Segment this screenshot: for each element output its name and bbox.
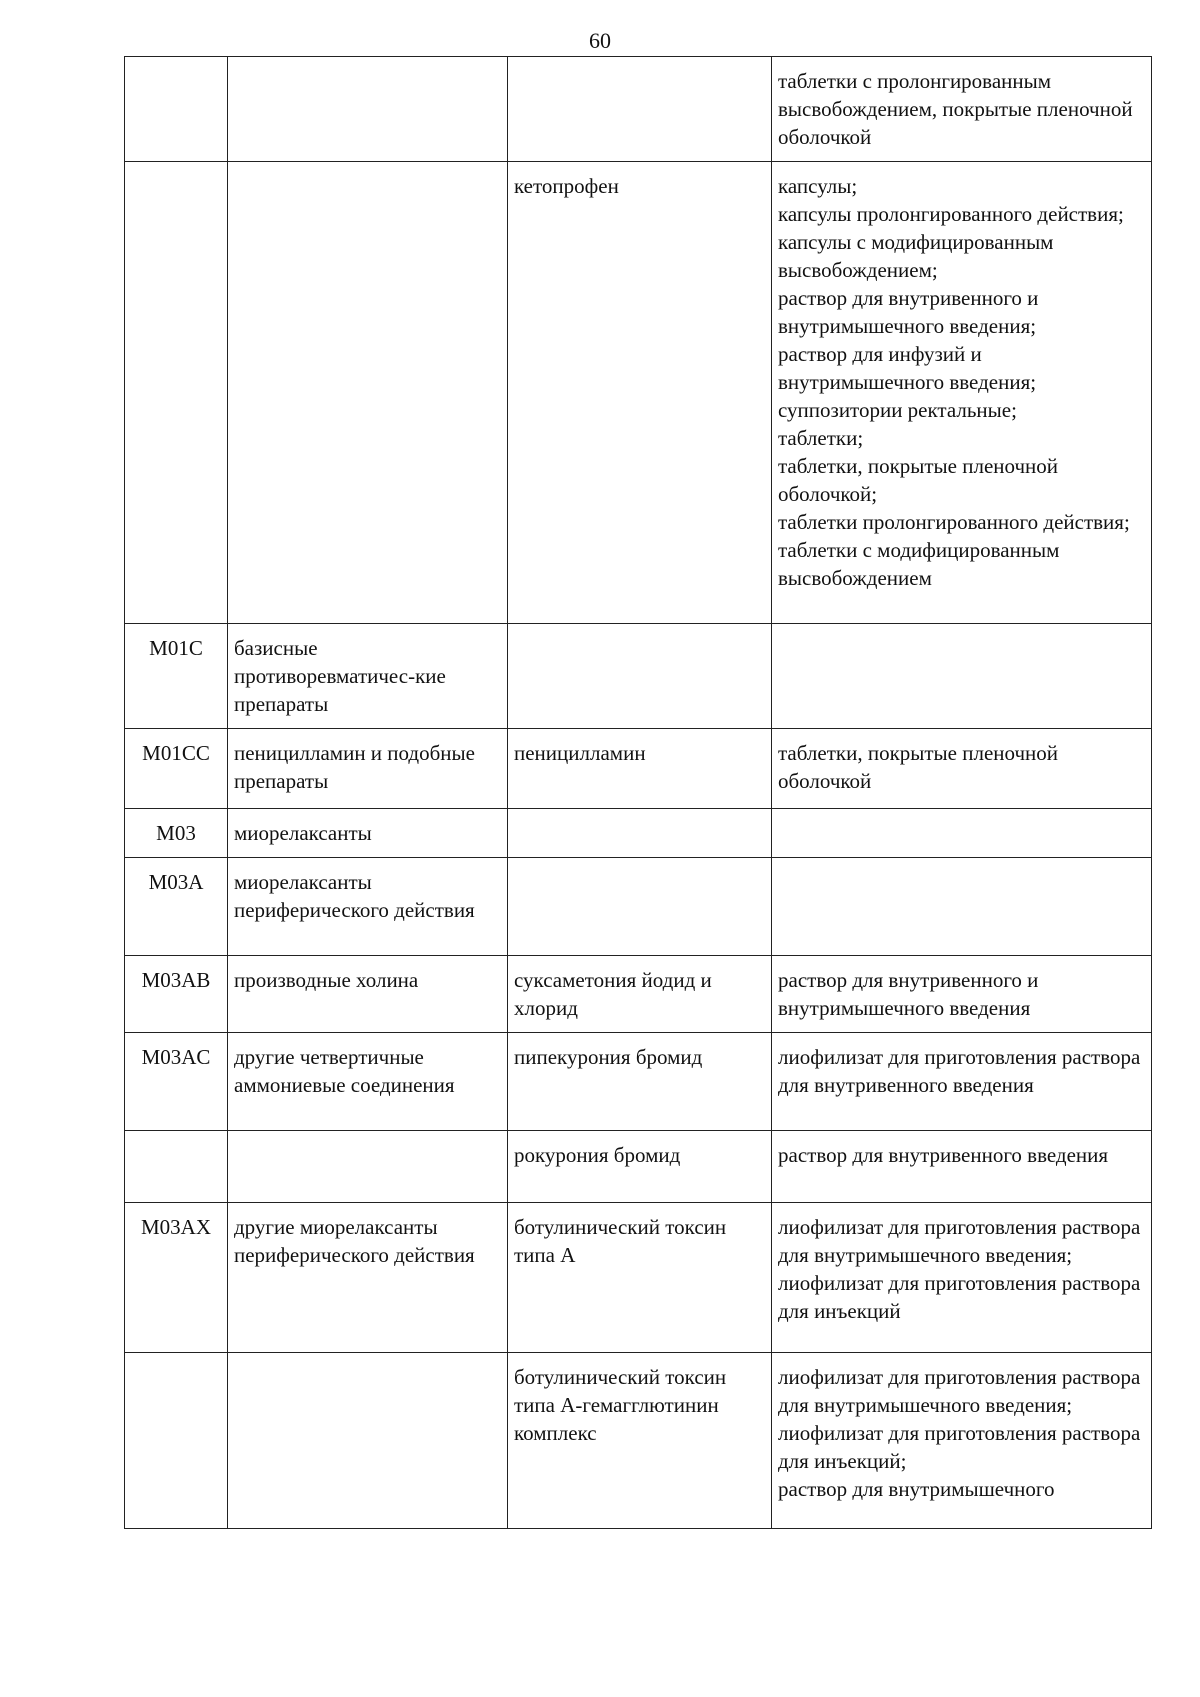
anatomical-group-cell (228, 1131, 508, 1203)
drug-name-cell: ботулинический токсин типа А (508, 1203, 772, 1353)
table-row (125, 1203, 1152, 1353)
atc-code-cell: M01CC (125, 729, 228, 809)
dosage-form-line: раствор для внутривенного и внутримышечного введения (778, 968, 1039, 1020)
drug-name-cell: пеницилламин (508, 729, 772, 809)
table-row (125, 809, 1152, 858)
anatomical-group-cell (228, 1353, 508, 1529)
dosage-form-cell (772, 57, 1152, 162)
drug-name-cell: суксаметония йодид и хлорид (508, 956, 772, 1033)
anatomical-group-cell: миорелаксанты периферического действия (228, 858, 508, 956)
dosage-form-cell (772, 956, 1152, 1033)
atc-code-cell (125, 57, 228, 162)
atc-code-cell: M01C (125, 624, 228, 729)
atc-code-cell (125, 1131, 228, 1203)
page-number: 60 (589, 28, 611, 53)
drug-name-cell (508, 57, 772, 162)
anatomical-group-cell: производные холина (228, 956, 508, 1033)
dosage-form-line: суппозитории ректальные; (778, 398, 1017, 422)
dosage-form-cell (772, 624, 1152, 729)
dosage-form-line: лиофилизат для приготовления раствора для внутримышечного введения; (778, 1365, 1141, 1417)
atc-code-cell (125, 1353, 228, 1529)
table-row (125, 858, 1152, 956)
dosage-form-line: раствор для инфузий и внутримышечного введения; (778, 342, 1037, 394)
atc-code-cell (125, 162, 228, 624)
atc-code-cell: M03AB (125, 956, 228, 1033)
table-body (125, 57, 1152, 1529)
anatomical-group-cell: миорелаксанты (228, 809, 508, 858)
dosage-form-line: лиофилизат для приготовления раствора для инъекций; (778, 1421, 1141, 1473)
drug-name-cell: кетопрофен (508, 162, 772, 624)
anatomical-group-cell: пеницилламин и подобные препараты (228, 729, 508, 809)
drug-name-cell (508, 858, 772, 956)
table-row (125, 956, 1152, 1033)
drug-name-cell: ботулинический токсин типа А-гемагглютинин комплекс (508, 1353, 772, 1529)
anatomical-group-cell: базисные противоревматичес-кие препараты (228, 624, 508, 729)
table-row (125, 1131, 1152, 1203)
dosage-form-line: капсулы пролонгированного действия; (778, 202, 1124, 226)
table-row (125, 57, 1152, 162)
dosage-form-line: лиофилизат для приготовления раствора для внутривенного введения (778, 1045, 1141, 1097)
dosage-form-line: раствор для внутримышечного (778, 1477, 1055, 1501)
dosage-form-line: раствор для внутривенного и внутримышечного введения; (778, 286, 1039, 338)
table-row (125, 624, 1152, 729)
drug-name-cell (508, 624, 772, 729)
atc-code-cell: M03 (125, 809, 228, 858)
dosage-form-line: таблетки; (778, 426, 864, 450)
dosage-form-cell (772, 1203, 1152, 1353)
dosage-form-cell (772, 809, 1152, 858)
dosage-form-cell (772, 1353, 1152, 1529)
dosage-form-line: таблетки пролонгированного действия; (778, 510, 1130, 534)
drug-name-cell (508, 809, 772, 858)
anatomical-group-cell: другие миорелаксанты периферического действия (228, 1203, 508, 1353)
drug-table (124, 56, 1152, 1529)
dosage-form-cell (772, 729, 1152, 809)
drug-name-cell: пипекурония бромид (508, 1033, 772, 1131)
dosage-form-line: таблетки с пролонгированным высвобождением, покрытые пленочной оболочкой (778, 69, 1133, 149)
dosage-form-line: лиофилизат для приготовления раствора для инъекций (778, 1271, 1141, 1323)
dosage-form-cell (772, 162, 1152, 624)
dosage-form-line: таблетки, покрытые пленочной оболочкой (778, 741, 1059, 793)
dosage-form-line: капсулы; (778, 174, 858, 198)
dosage-form-line: лиофилизат для приготовления раствора для внутримышечного введения; (778, 1215, 1141, 1267)
table-row (125, 162, 1152, 624)
atc-code-cell: M03AC (125, 1033, 228, 1131)
dosage-form-line: раствор для внутривенного введения (778, 1143, 1109, 1167)
table-row (125, 729, 1152, 809)
anatomical-group-cell (228, 162, 508, 624)
anatomical-group-cell (228, 57, 508, 162)
dosage-form-line: таблетки, покрытые пленочной оболочкой; (778, 454, 1059, 506)
anatomical-group-cell: другие четвертичные аммониевые соединения (228, 1033, 508, 1131)
dosage-form-cell (772, 1033, 1152, 1131)
atc-code-cell: M03AX (125, 1203, 228, 1353)
dosage-form-line: таблетки с модифицированным высвобождением (778, 538, 1060, 590)
atc-code-cell: M03A (125, 858, 228, 956)
table-row (125, 1033, 1152, 1131)
dosage-form-cell (772, 1131, 1152, 1203)
dosage-form-cell (772, 858, 1152, 956)
table-row (125, 1353, 1152, 1529)
drug-name-cell: рокурония бромид (508, 1131, 772, 1203)
dosage-form-line: капсулы с модифицированным высвобождением; (778, 230, 1054, 282)
